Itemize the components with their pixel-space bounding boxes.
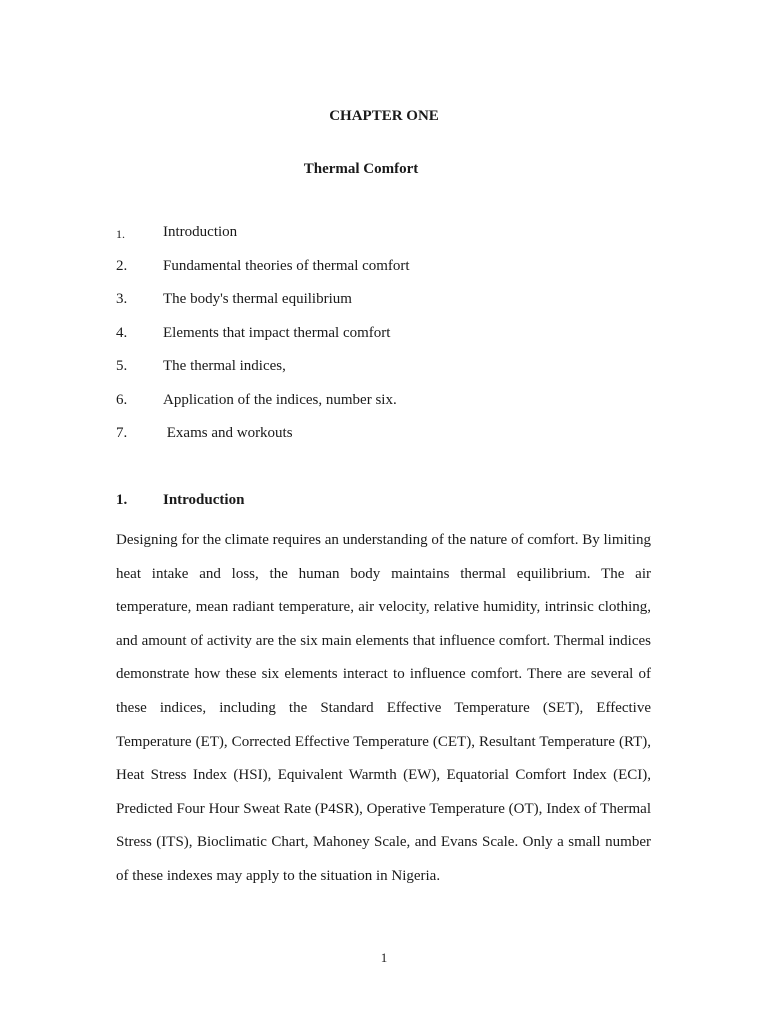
page-number: 1: [380, 950, 388, 965]
toc-text: Application of the indices, number six.: [163, 391, 397, 408]
toc-number: 5.: [116, 358, 128, 374]
toc-item: [116, 291, 656, 325]
section-number: 1.: [116, 492, 128, 508]
toc-item: [116, 258, 656, 292]
body-paragraph: Designing for the climate requires an understanding of the nature of comfort. By limiting heat intake and loss, the human body maintains thermal equilibrium. The air temperature, mean radiant temperature, air velocity, relative humidity, intrinsic clothing, and amount of activity are the six main elements that influence comfort. Thermal indices demonstrate how these six elements interact to influence comfort. There are several of these indices, including the Standard Effective Temperature (SET), Effective Temperature (ET), Corrected Effective Temperature (CET), Resultant Temperature (RT), Heat Stress Index (HSI), Equivalent Warmth (EW), Equatorial Comfort Index (ECI), Predicted Four Hour Sweat Rate (P4SR), Operative Temperature (OT), Index of Thermal Stress (ITS), Bioclimatic Chart, Mahoney Scale, and Evans Scale. Only a small number of these indexes may apply to the situation in Nigeria.: [116, 532, 651, 884]
toc-text: Fundamental theories of thermal comfort: [163, 257, 410, 274]
toc-number: 4.: [116, 324, 128, 341]
section-title: Introduction: [163, 492, 245, 508]
chapter-subtitle: Thermal Comfort: [303, 161, 419, 177]
toc-text: Exams and workouts: [163, 425, 293, 441]
toc-item: [116, 392, 656, 426]
toc-item: [116, 358, 656, 392]
toc-item: [116, 224, 656, 258]
toc-number: 7.: [116, 425, 128, 441]
toc-number: 6.: [116, 391, 128, 408]
toc-number: 2.: [116, 257, 128, 274]
toc-text: Introduction: [163, 224, 238, 240]
toc-text: The thermal indices,: [163, 358, 286, 374]
toc-number: 1.: [116, 227, 125, 241]
toc-text: The body's thermal equilibrium: [163, 291, 352, 307]
toc-item: [116, 425, 656, 459]
table-of-contents: [116, 224, 656, 459]
toc-text: Elements that impact thermal comfort: [163, 324, 391, 341]
chapter-title: CHAPTER ONE: [329, 108, 439, 124]
toc-item: [116, 325, 656, 359]
toc-number: 3.: [116, 291, 128, 307]
